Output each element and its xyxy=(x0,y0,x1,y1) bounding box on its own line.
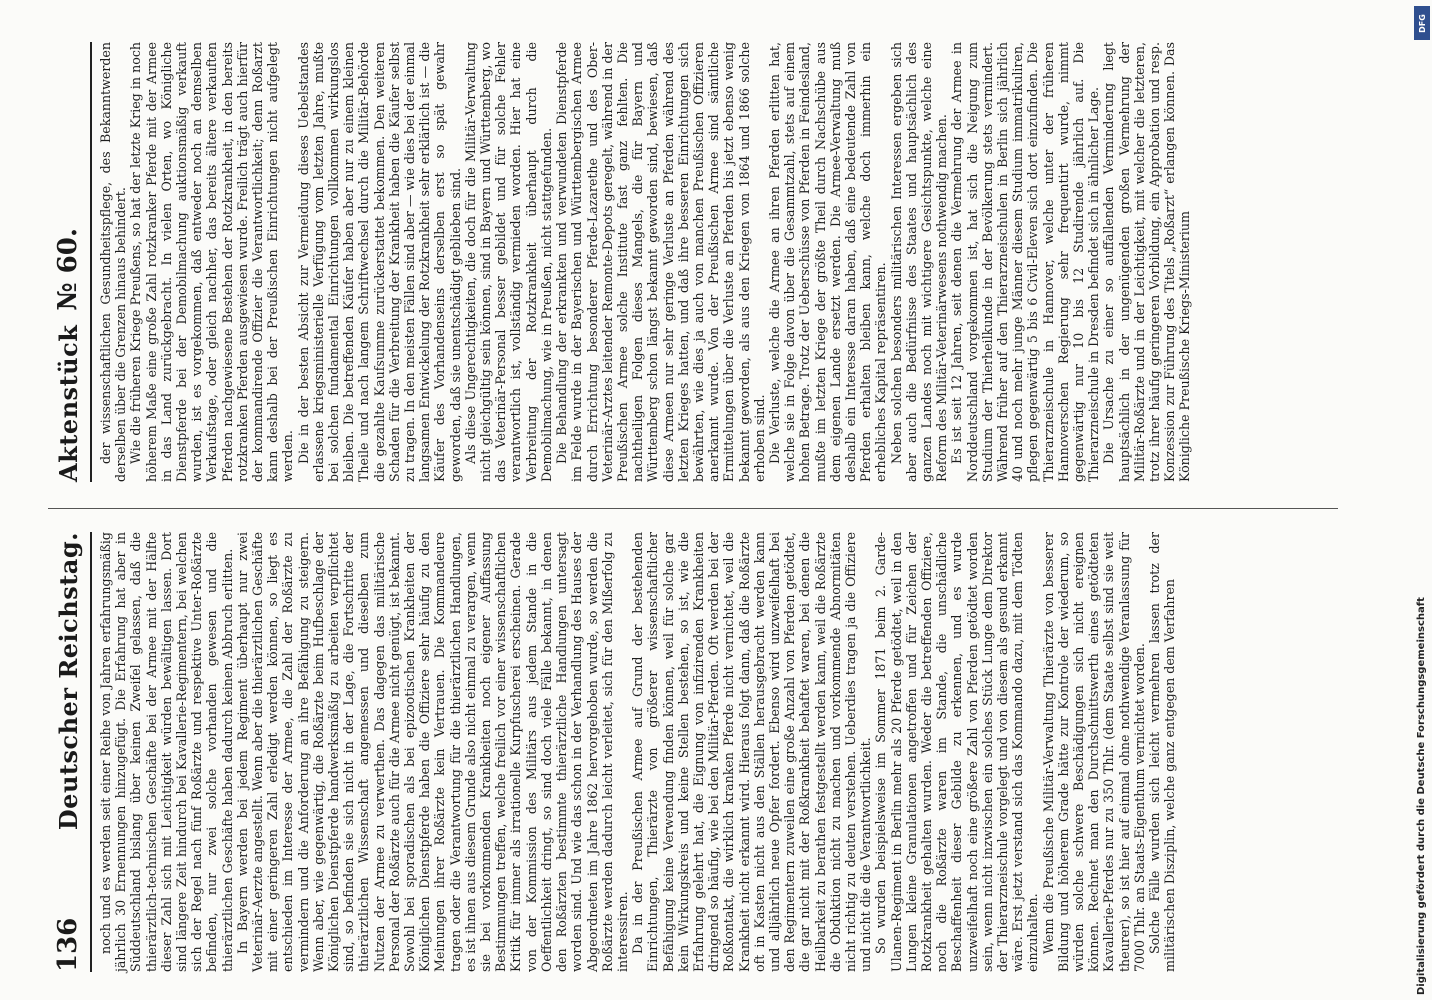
paragraph: noch und es werden seit einer Reihe von Jahren erfahrungsmäßig jährlich 30 Ernennungen hinzugefügt. Die Erfahrung hat aber in Süddeutschland bislang über keinen Zweifel gelassen, daß die thierärztlich-technischen Geschäfte bei der Armee mit der Hälfte dieser Zahl sich mit Leichtigkeit würden bewältigen lassen. Dort sind längere Zeit hindurch bei Kavallerie-Regimentern, bei welchen sich der Regel nach fünf Roßärzte und respektive Unter-Roßärzte befinden, nur zwei solche vorhanden gewesen und die thierärztlichen Geschäfte haben dadurch keinen Abbruch erlitten. xyxy=(98,532,235,972)
paragraph: Solche Fälle wurden sich leicht vermehren lassen trotz der militärischen Disziplin, welche ganz entgegen dem Verfahren xyxy=(1147,532,1178,972)
digitization-footer: Digitalisierung gefördert durch die Deutsche Forschungsgemeinschaft xyxy=(1416,597,1427,995)
paragraph: Die in der besten Absicht zur Vermeidung dieses Uebelstandes erlassene kriegsministerielle Verfügung vom letzten Jahre, mußte bei solchen fundamental Einrichtungen vollkommen wirkungslos bleiben. Die betreffenden Käufer haben aber nur zu einem kleinen Theile und nach langem Schriftwechsel durch die Militär-Behörde die gezahlte Kaufsumme zurückerstattet bekommen. Den weiteren Schaden für die Verbreitung der Krankheit haben die Käufer selbst zu tragen. In den meisten Fällen sind aber — wie dies bei der einmal langsamen Entwickelung der Rotzkrankheit sehr erklärlich ist — die Käufer des Vorhandenseins derselben erst so spät gewahr geworden, daß sie unentschädigt geblieben sind. xyxy=(295,42,463,482)
paragraph: Die Verluste, welche die Armee an ihren Pferden erlitten hat, welche sie in Folge davon über die Gesammtzahl, stets auf einem hohen Betrage. Trotz der Ueberschüsse von Pferden in Feindesland, mußte im letzten Kriege der größte Theil durch Nachschübe aus dem eigenen Lande ersetzt werden. Die Armee-Verwaltung muß deshalb ein Interesse daran haben, daß eine bedeutende Zahl von Pferden erhalten bleiben kann, welche doch immerhin ein erhebliches Kapital repräsentiren. xyxy=(766,42,889,482)
header-rule-right xyxy=(90,42,92,482)
paragraph: So wurden beispielsweise im Sommer 1871 beim 2. Garde-Ulanen-Regiment in Berlin mehr als 20 Pferde getödtet, weil in den Lungen kleine Granulationen angetroffen und für Zeichen der Rotzkrankheit gehalten wurden. Weder die betreffenden Offiziere, noch die Roßärzte waren im Stande, die unschädliche Beschaffenheit dieser Gebilde zu erkennen, und es wurde unzweifelhaft noch eine größere Zahl von Pferden getödtet worden sein, wenn nicht inzwischen ein solches Stück Lunge dem Direktor der Thierarzneischule vorgelegt und von diesem als gesund erkannt wäre. Erst jetzt verstand sich das Kommando dazu, mit dem Tödten einzuhalten. xyxy=(873,532,1041,972)
dfg-logo-text: DFG xyxy=(1417,13,1427,33)
document-number: № 60. xyxy=(53,228,83,311)
text-column-left xyxy=(98,532,1177,972)
paragraph: Neben solchen besonders militärischen Interessen ergeben sich aber auch die Bedürfnisse des Staates und hauptsächlich des ganzen Landes noch mit wichtigere Gesichtspunkte, welche eine Reform des Militär-Veterinärwesens nothwendig machen. xyxy=(888,42,950,482)
running-title-left: Deutscher Reichstag. xyxy=(53,532,83,831)
running-title-right: Aktenstück xyxy=(53,324,83,482)
right-page-header xyxy=(48,42,88,482)
page-number: 136 xyxy=(53,917,83,972)
paragraph: Die Behandlung der erkrankten und verwundeten Dienstpferde im Felde wurde in der Bayerischen und Württembergischen Armee durch Errichtung besonderer Pferde-Lazarethe und des Ober-Veterinär-Arztes leitender Remonte-Depots geregelt, während in der Preußischen Armee solche Institute fast ganz fehlten. Die nachtheiligen Folgen dieses Mangels, die für Bayern und Württemberg schon längst bekannt geworden sind, bewiesen, daß diese Armeen nur sehr geringe Verluste an Pferden während des letzten Krieges hatten, und daß ihre besseren Einrichtungen sich bewährten, wie dies ja auch von manchen Preußischen Offizieren anerkannt wurde. Von der Preußischen Armee sind sämtliche Ermittelungen über die Verluste an Pferden bis jetzt ebenso wenig bekannt geworden, als aus den Kriegen von 1864 und 1866 solche erhoben sind. xyxy=(554,42,767,482)
paragraph: Es ist seit 12 Jahren, seit denen die Vermehrung der Armee in Norddeutschland vorgekommen ist, hat sich die Neigung zum Studium der Thierheilkunde in der Bevölkerung stets vermindert. Während früher auf den Thierarzneischulen in Berlin sich jährlich 40 und noch mehr junge Männer diesem Studium immatrikuliren, pflegen gegenwärtig 5 bis 6 Civil-Eleven sich dort einzufinden. Die Thierarzneischule in Hannover, welche unter der früheren Hannoverschen Regierung sehr frequentirt wurde, nimmt gegenwärtig nur 10 bis 12 Studirende jährlich auf. Die Thierarzneischule in Dresden befindet sich in ähnlicher Lage. xyxy=(949,42,1102,482)
left-page-header xyxy=(48,532,88,972)
paragraph: Wenn die Preußische Militär-Verwaltung Thierärzte von besserer Bildung und höherem Grade hätte zur Kontrole der wiederum, so würden solche schwere Beschädigungen sich nicht ereignen können. Rechnet man den Durchschnittswerth eines getödteten Kavallerie-Pferdes nur zu 350 Thlr. (dem Staate selbst sind sie weit theurer), so ist hier auf einmal ohne nothwendige Veranlassung für 7000 Thlr. an Staats-Eigenthum vernichtet worden. xyxy=(1040,532,1147,972)
paragraph: Wie die früheren Kriege Preußens, so hat der letzte Krieg in noch höherem Maße eine große Zahl rotzkranker Pferde mit der Armee in das Land zurückgebracht. In vielen Orten, wo Königliche Dienstpferde bei der Demobilmachung auktionsmäßig verkauft wurden, ist es vorgekommen, daß entweder noch an demselben Verkaufstage, oder gleich nachher, das bereits ältere verkauften Pferden nachgewiesene Bestehen der Rotzkrankheit, in den bereits rotzkranken Pferden ausgewiesen wurde. Freilich trägt auch hierfür der kommandirende Offizier die Verantwortlichkeit; denn Roßarzt kann deshalb bei der Preußischen Einrichtungen nicht aufgelegt werden. xyxy=(128,42,296,482)
column-divider xyxy=(48,508,1338,509)
paragraph: Die Ursache zu einer so auffallenden Verminderung liegt hauptsächlich in der ungenügenden großen Vermehrung der Militär-Roßärzte und in der Leichtigkeit, mit welcher die letzteren, trotz ihrer häufig geringeren Vorbildung, ein Approbation und resp. Konzession zur Führung des Titels „Roßarzt“ erlangen können. Das Königliche Preußische Kriegs-Ministerium xyxy=(1101,42,1193,482)
paragraph: Da in der Preußischen Armee auf Grund der bestehenden Einrichtungen, Thierärzte von größerer wissenschaftlicher Befähigung keine Verwendung finden können, weil für solche gar kein Wirkungskreis und keine Stellen bestehen, so ist, wie die Erfahrung gelehrt hat, die Eignung von infizirenden Krankheiten dringend so häufig, wie bei den Militär-Pferden. Oft werden bei der Roßkontakt, die wirklich kranken Pferde nicht vernichtet, weil die Krankheit nicht erkannt wird. Hieraus folgt dann, daß die Roßärzte oft in Kasten nicht aus den Ställen herausgebracht werden kann und alljährlich neue Opfer fordert. Ebenso wird unzweifelhaft bei den Regimentern zuweilen eine große Anzahl von Pferden getödtet, die gar nicht mit der Roßkrankheit behaftet waren, bei denen die Heilbarkeit zu berathen festgestellt werden kann, weil die Roßärzte die Obduktion nicht zu machen und vorkommende Abnormitäten nicht richtig zu deuten verstehen. Ueberdies tragen ja die Offiziere und nicht die die Verantwortlichkeit. xyxy=(630,532,874,972)
paragraph: Als diese Ungerechtigkeiten, die doch für die Militär-Verwaltung nicht gleichgültig sein können, sind in Bayern und Württemberg, wo das Veterinär-Personal besser gebildet und für solche Fehler verantwortlich ist, vollständig vermieden worden. Hier hat eine Verbreitung der Rotzkrankheit überhaupt durch die Demobilmachung, wie in Preußen, nicht stattgefunden. xyxy=(462,42,554,482)
text-column-right xyxy=(98,42,1193,482)
dfg-logo xyxy=(1414,6,1430,40)
paragraph: In Bayern werden bei jedem Regiment überhaupt nur zwei Veterinär-Aerzte angestellt. Wenn aber die thierärztlichen Geschäfte mit einer geringeren Zahl erledigt werden können, so liegt es entschieden im Interesse der Armee, die Zahl der Roßärzte zu vermindern und die Anforderung an ihre Befähigung zu steigern. Wenn aber, wie gegenwärtig, die Roßärzte beim Hufbeschlage der Königlichen Dienstpferde handwerksmäßig zu arbeiten verpflichtet sind, so befinden sie sich nicht in der Lage, die Fortschritte der thierärztlichen Wissenschaft angemessen und dieselben zum Nutzen der Armee zu verwerthen. Das dagegen das militärische Personal der Roßärzte auch für die Armee nicht genügt, ist bekannt. Sowohl bei sporadischen als bei epizootischen Krankheiten der Königlichen Dienstpferde haben die Offiziere sehr häufig zu den Meinungen ihrer Roßärzte kein Vertrauen. Die Kommandeure tragen oder die Verantwortung für die thierärztlichen Handlungen, es ist ihnen aus diesem Grunde also nicht einmal zu verargen, wenn sie bei vorkommenden Krankheiten noch eigener Auffassung Bestimmungen treffen, welche freilich vor einer wissenschaftlichen Kritik für immer als irrationelle Kurpfuscherei erscheinen. Gerade von der Kommission des Militärs aus jedem Stande in die Oeffentlichkeit dringt, so sind doch viele Fälle bekannt, in denen den Roßärzten bestimmte thierärztliche Handlungen untersagt worden sind. Und wie das schon in der Verhandlung des Hauses der Abgeordneten im Jahre 1862 hervorgehoben wurde, so werden die Roßärzte werden dadurch leicht verleitet, sich für den Mißerfolg zu interessiren. xyxy=(234,532,630,972)
header-rule-left xyxy=(90,532,92,972)
paragraph: der wissenschaftlichen Gesundheitspflege, des Bekanntwerden derselben über die Grenzen hinaus behindert. xyxy=(98,42,129,482)
